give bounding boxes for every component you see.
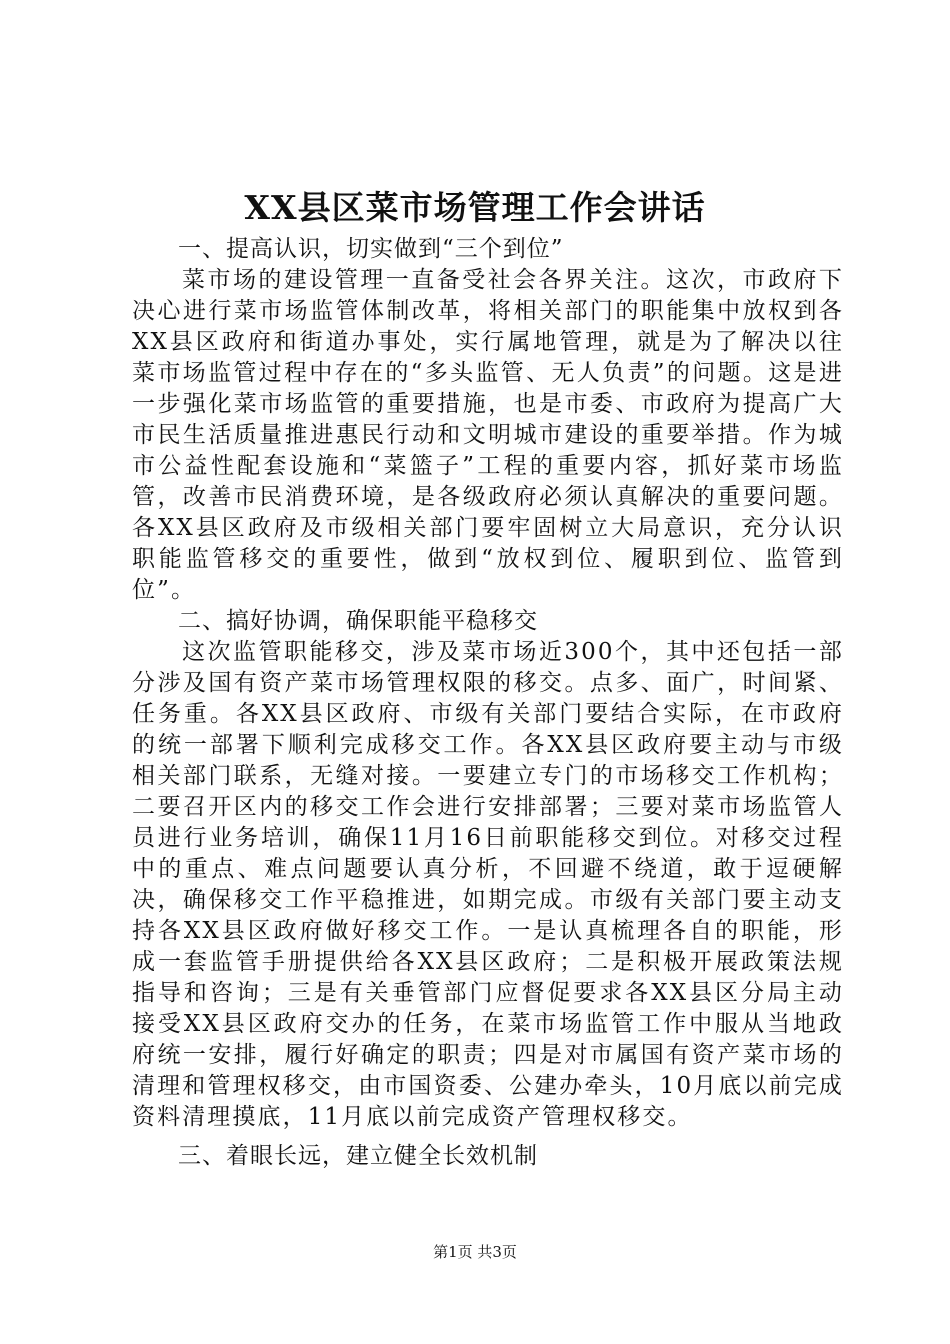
- document-body: [132, 234, 844, 1172]
- document-title: XX县区菜市场管理工作会讲话: [244, 188, 706, 227]
- page-footer: 第1页 共3页: [433, 1243, 517, 1261]
- section-paragraph-1: 菜市场的建设管理一直备受社会各界关注。这次，市政府下决心进行菜市场监管体制改革，将相关部门的职能集中放权到各XX县区政府和街道办事处，实行属地管理，就是为了解决以往菜市场监管过程中存在的“多头监管、无人负责”的问题。这是进一步强化菜市场监管的重要措施，也是市委、市政府为提高广大市民生活质量推进惠民行动和文明城市建设的重要举措。作为城市公益性配套设施和“菜篮子”工程的重要内容，抓好菜市场监管，改善市民消费环境，是各级政府必须认真解决的重要问题。各XX县区政府及市级相关部门要牢固树立大局意识，充分认识职能监管移交的重要性，做到“放权到位、履职到位、监管到位”。: [132, 267, 844, 603]
- section-heading-3: 三、着眼长远，建立健全长效机制: [178, 1143, 538, 1169]
- section-heading-1: 一、提高认识，切实做到“三个到位”: [178, 236, 564, 262]
- section-heading-2: 二、搞好协调，确保职能平稳移交: [178, 608, 538, 634]
- section-paragraph-2: 这次监管职能移交，涉及菜市场近300个，其中还包括一部分涉及国有资产菜市场管理权限的移交。点多、面广，时间紧、任务重。各XX县区政府、市级有关部门要结合实际，在市政府的统一部署下顺利完成移交工作。各XX县区政府要主动与市级相关部门联系，无缝对接。一要建立专门的市场移交工作机构；二要召开区内的移交工作会进行安排部署；三要对菜市场监管人员进行业务培训，确保11月16日前职能移交到位。对移交过程中的重点、难点问题要认真分析，不回避不绕道，敢于逗硬解决，确保移交工作平稳推进，如期完成。市级有关部门要主动支持各XX县区政府做好移交工作。一是认真梳理各自的职能，形成一套监管手册提供给各XX县区政府；二是积极开展政策法规指导和咨询；三是有关垂管部门应督促要求各XX县区分局主动接受XX县区政府交办的任务，在菜市场监管工作中服从当地政府统一安排，履行好确定的职责；四是对市属国有资产菜市场的清理和管理权移交，由市国资委、公建办牵头，10月底以前完成资料清理摸底，11月底以前完成资产管理权移交。: [132, 639, 844, 1130]
